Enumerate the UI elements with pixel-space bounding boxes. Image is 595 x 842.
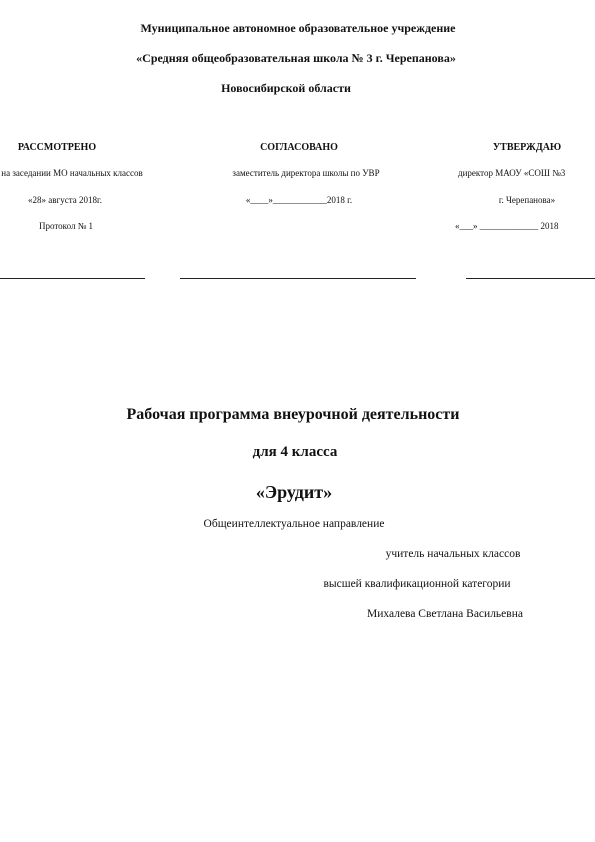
program-name: «Эрудит»: [255, 482, 333, 502]
approved-position: директор МАОУ «СОШ №3: [458, 168, 566, 178]
approved-school: г. Черепанова»: [498, 195, 556, 205]
program-direction: Общеинтеллектуальное направление: [203, 518, 385, 530]
considered-date: «28» августа 2018г.: [28, 195, 102, 205]
approved-signature-line: [466, 278, 595, 279]
considered-title: РАССМОТРЕНО: [17, 142, 97, 153]
considered-meeting: на заседании МО начальных классов: [1, 168, 143, 178]
agreed-signature-line: [180, 278, 416, 279]
considered-signature-line: [0, 278, 145, 279]
author-position: учитель начальных классов: [385, 548, 521, 560]
school-type-line: Муниципальное автономное образовательное учреждение: [140, 21, 456, 35]
school-name-line: «Средняя общеобразовательная школа № 3 г. Черепанова»: [136, 51, 456, 65]
agreed-title: СОГЛАСОВАНО: [260, 142, 338, 153]
agreed-date: «____»____________2018 г.: [245, 195, 353, 205]
author-name: Михалева Светлана Васильевна: [367, 608, 523, 620]
approved-date: «___» _____________ 2018: [455, 221, 559, 231]
program-title: Рабочая программа внеурочной деятельности: [126, 406, 460, 423]
considered-protocol: Протокол № 1: [38, 221, 94, 231]
agreed-position: заместитель директора школы по УВР: [232, 168, 380, 178]
approved-title: УТВЕРЖДАЮ: [492, 142, 562, 153]
program-grade: для 4 класса: [252, 444, 338, 460]
author-category: высшей квалификационной категории: [323, 578, 511, 590]
region-line: Новосибирской области: [221, 81, 351, 95]
